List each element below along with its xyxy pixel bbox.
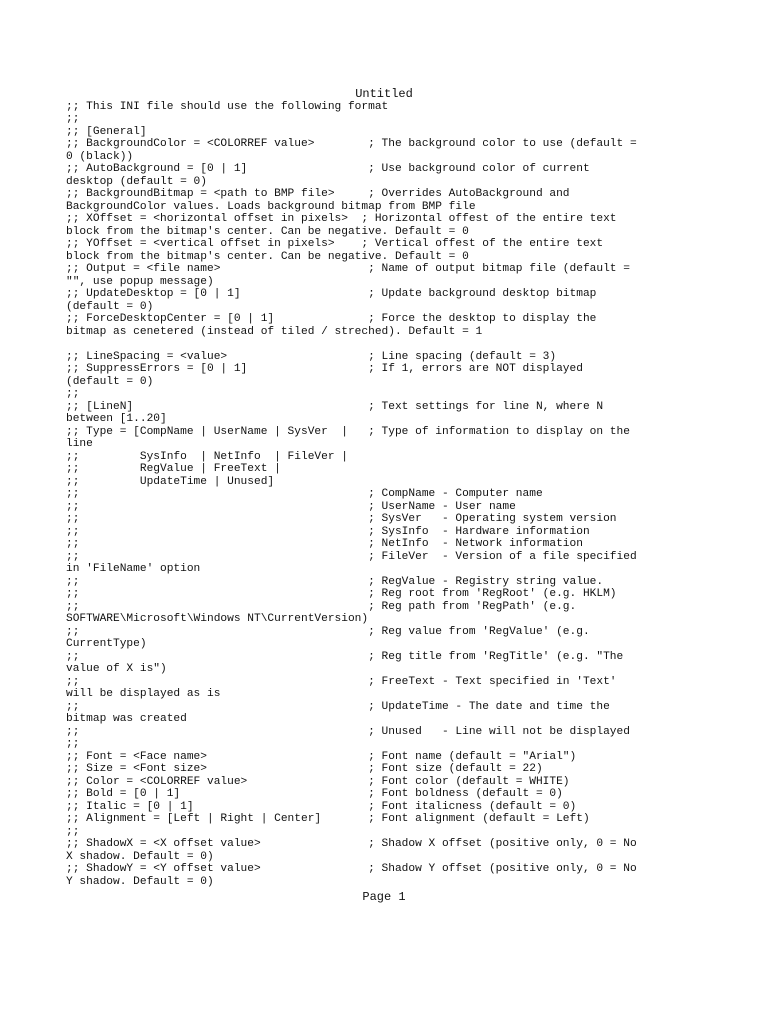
listing-line: ;; ; Reg value from 'RegValue' (e.g. xyxy=(66,625,590,638)
listing-line: ;; ShadowX = <X offset value> ; Shadow X offset (positive only, 0 = No xyxy=(66,838,637,850)
listing-line xyxy=(66,338,716,351)
ini-file-listing xyxy=(66,101,716,889)
listing-line: desktop (default = 0) xyxy=(66,175,207,188)
listing-line: ;; BackgroundBitmap = <path to BMP file> ; Overrides AutoBackground and xyxy=(66,188,570,200)
listing-line: "", use popup message) xyxy=(66,275,214,288)
listing-line: ;; UpdateTime | Unused] xyxy=(66,475,275,488)
listing-line: ;; Color = <COLORREF value> ; Font color (default = WHITE) xyxy=(66,775,570,788)
listing-line: X shadow. Default = 0) xyxy=(66,850,214,863)
listing-line: bitmap as cenetered (instead of tiled / streched). Default = 1 xyxy=(66,325,483,338)
listing-line: ;; xyxy=(66,388,80,400)
listing-line: ;; ; UserName - User name xyxy=(66,500,516,513)
listing-line: ;; ; FreeText - Text specified in 'Text' xyxy=(66,675,617,688)
listing-line: line xyxy=(66,438,93,450)
document-title: Untitled xyxy=(355,87,413,101)
listing-line: ;; ; Reg root from 'RegRoot' (e.g. HKLM) xyxy=(66,588,617,600)
listing-line: ;; XOffset = <horizontal offset in pixels> ; Horizontal offest of the entire text xyxy=(66,213,617,225)
listing-line: ;; ; Unused - Line will not be displayed xyxy=(66,725,630,738)
listing-line: ;; ShadowY = <Y offset value> ; Shadow Y offset (positive only, 0 = No xyxy=(66,863,637,875)
listing-line: ;; AutoBackground = [0 | 1] ; Use background color of current xyxy=(66,163,590,175)
listing-line: ;; xyxy=(66,738,80,750)
page-number: Page 1 xyxy=(362,890,406,904)
listing-line: SOFTWARE\Microsoft\Windows NT\CurrentVersion) xyxy=(66,613,369,625)
listing-line: CurrentType) xyxy=(66,638,147,650)
listing-line: between [1..20] xyxy=(66,413,167,425)
listing-line: ;; BackgroundColor = <COLORREF value> ; The background color to use (default = xyxy=(66,138,637,150)
listing-line: ;; Alignment = [Left | Right | Center] ; Font alignment (default = Left) xyxy=(66,813,590,825)
listing-line: ;; xyxy=(66,113,80,125)
listing-line: ;; [General] xyxy=(66,125,147,138)
listing-line: ;; Italic = [0 | 1] ; Font italicness (default = 0) xyxy=(66,800,577,813)
listing-line: will be displayed as is xyxy=(66,688,221,700)
listing-line: block from the bitmap's center. Can be negative. Default = 0 xyxy=(66,225,469,238)
listing-line: ;; ; NetInfo - Network information xyxy=(66,538,583,550)
listing-line: ;; ; RegValue - Registry string value. xyxy=(66,575,604,588)
listing-line: ;; UpdateDesktop = [0 | 1] ; Update background desktop bitmap xyxy=(66,288,597,300)
listing-line: ;; This INI file should use the following format xyxy=(66,100,389,113)
listing-line: ;; ; CompName - Computer name xyxy=(66,488,543,500)
listing-line: ;; Bold = [0 | 1] ; Font boldness (default = 0) xyxy=(66,788,563,800)
listing-line: ;; RegValue | FreeText | xyxy=(66,463,281,475)
listing-line: ;; ForceDesktopCenter = [0 | 1] ; Force the desktop to display the xyxy=(66,313,597,325)
listing-line: ;; SysInfo | NetInfo | FileVer | xyxy=(66,450,348,463)
listing-line: ;; ; Reg path from 'RegPath' (e.g. xyxy=(66,600,577,613)
listing-line: 0 (black)) xyxy=(66,150,134,163)
listing-line: (default = 0) xyxy=(66,375,154,388)
listing-line: ;; Output = <file name> ; Name of output bitmap file (default = xyxy=(66,263,630,275)
listing-line: ;; Font = <Face name> ; Font name (default = "Arial") xyxy=(66,750,577,763)
listing-line: Y shadow. Default = 0) xyxy=(66,875,214,888)
listing-line: ;; ; Reg title from 'RegTitle' (e.g. "The xyxy=(66,650,624,663)
listing-line: bitmap was created xyxy=(66,713,187,725)
listing-line: ;; ; FileVer - Version of a file specified xyxy=(66,550,637,563)
listing-line: ;; Type = [CompName | UserName | SysVer | ; Type of information to display on the xyxy=(66,425,630,438)
listing-line: BackgroundColor values. Loads background bitmap from BMP file xyxy=(66,200,476,213)
listing-line: ;; LineSpacing = <value> ; Line spacing (default = 3) xyxy=(66,350,557,363)
listing-line: ;; ; UpdateTime - The date and time the xyxy=(66,700,610,713)
listing-line: ;; Size = <Font size> ; Font size (default = 22) xyxy=(66,763,543,775)
listing-line: (default = 0) xyxy=(66,300,154,313)
listing-line: ;; xyxy=(66,825,80,838)
listing-line: in 'FileName' option xyxy=(66,563,201,575)
listing-line: ;; SuppressErrors = [0 | 1] ; If 1, errors are NOT displayed xyxy=(66,363,583,375)
listing-line: ;; YOffset = <vertical offset in pixels> ; Vertical offest of the entire text xyxy=(66,238,604,250)
listing-line: ;; ; SysInfo - Hardware information xyxy=(66,525,590,538)
listing-line: ;; ; SysVer - Operating system version xyxy=(66,513,617,525)
listing-line: value of X is") xyxy=(66,663,167,675)
listing-line: block from the bitmap's center. Can be negative. Default = 0 xyxy=(66,250,469,263)
listing-line: ;; [LineN] ; Text settings for line N, where N xyxy=(66,400,604,413)
